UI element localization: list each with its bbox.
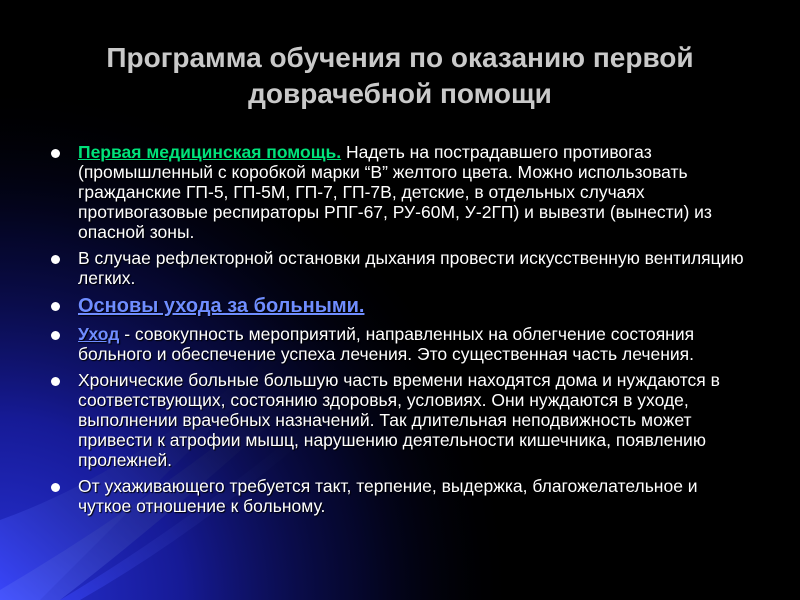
list-item-text: - совокупность мероприятий, направленных на облегчение состояния больного и обеспечение успеха лечения. Это существенная часть лечения.: [78, 324, 695, 364]
patient-care-basics-link[interactable]: Основы ухода за больными.: [78, 295, 365, 317]
list-item: [48, 294, 748, 318]
bullet-icon: [51, 483, 60, 492]
list-item-text: Надеть на пострадавшего противогаз (промышленный с коробкой марки “В” желтого цвета. Можно использовать гражданские ГП-5, ГП-5М, ГП-7, ГП-7В, детские, в отдельных случаях противогазовые респираторы РПГ-67, РУ-60М, У-2ГП) и вывезти (вынести) из опасной зоны.: [78, 142, 712, 242]
bullet-list: [48, 142, 748, 522]
list-item: [48, 324, 748, 364]
list-item-text: В случае рефлекторной остановки дыхания провести искусственную вентиляцию легких.: [78, 248, 744, 288]
bullet-icon: [51, 255, 60, 264]
list-item: [48, 476, 748, 516]
list-item: [48, 370, 748, 470]
care-link[interactable]: Уход: [78, 324, 120, 344]
bullet-icon: [51, 331, 60, 340]
list-item: [48, 248, 748, 288]
list-item: [48, 142, 748, 242]
list-item-text: От ухаживающего требуется такт, терпение, выдержка, благожелательное и чуткое отношение к больному.: [78, 476, 698, 516]
bullet-icon: [51, 149, 60, 158]
list-item-text: Хронические больные большую часть времени находятся дома и нуждаются в соответствующих, состоянию здоровья, условиях. Они нуждаются в уходе, выполнении врачебных назначений. Так длительная неподвижность может привести к атрофии мышц, нарушению деятельности кишечника, появлению пролежней.: [78, 370, 720, 470]
first-aid-link[interactable]: Первая медицинская помощь.: [78, 142, 342, 162]
bullet-icon: [51, 377, 60, 386]
slide-title: Программа обучения по оказанию первой доврачебной помощи: [106, 42, 694, 109]
bullet-icon: [51, 302, 60, 311]
